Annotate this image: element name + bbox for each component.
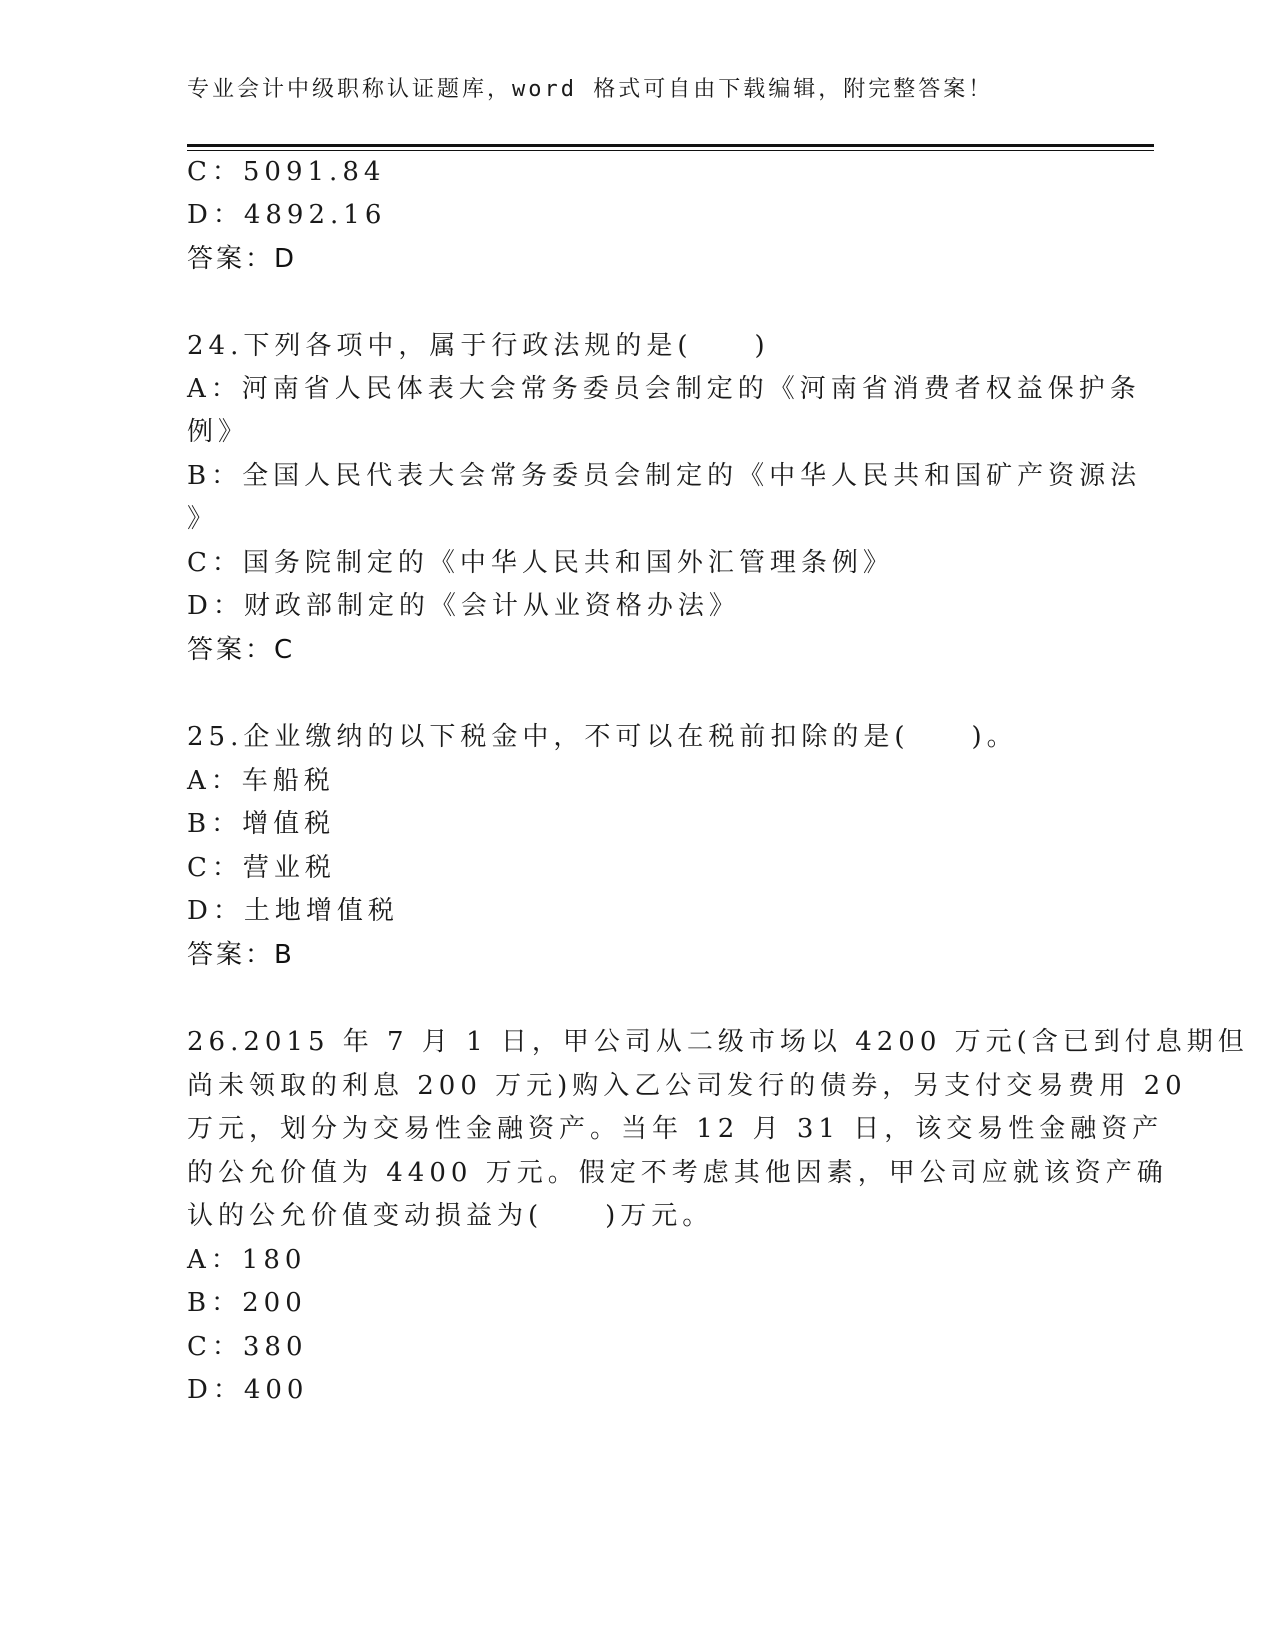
q24-option-d: D：财政部制定的《会计从业资格办法》	[187, 591, 740, 621]
q26-question-line-1: 26.2015 年 7 月 1 日，甲公司从二级市场以 4200 万元(含已到付息期但	[187, 1027, 1249, 1057]
q26-question-line-3: 万元，划分为交易性金融资产。当年 12 月 31 日，该交易性金融资产	[187, 1114, 1164, 1144]
q25-answer: 答案：B	[187, 940, 295, 970]
q24-option-b: B：全国人民代表大会常务委员会制定的《中华人民共和国矿产资源法	[187, 461, 1142, 491]
q23-option-d: D：4892.16	[187, 200, 387, 230]
q26-question-line-2: 尚未领取的利息 200 万元)购入乙公司发行的债券，另支付交易费用 20	[187, 1071, 1187, 1101]
q26-option-b: B：200	[187, 1288, 307, 1318]
q25-option-a: A：车船税	[187, 766, 335, 796]
q24-question: 24.下列各项中，属于行政法规的是( )	[187, 331, 770, 361]
page-header: 专业会计中级职称认证题库，word 格式可自由下载编辑，附完整答案！	[187, 77, 994, 102]
q25-question: 25.企业缴纳的以下税金中，不可以在税前扣除的是( )。	[187, 722, 1018, 752]
q26-option-a: A：180	[187, 1245, 307, 1275]
q25-option-b: B：增值税	[187, 809, 336, 839]
q26-option-c: C：380	[187, 1332, 308, 1362]
q24-option-a-cont: 例》	[187, 417, 250, 447]
q23-option-c: C：5091.84	[187, 157, 386, 187]
header-rule-thick	[187, 144, 1154, 147]
q26-option-d: D：400	[187, 1375, 309, 1405]
q24-option-b-cont: 》	[187, 504, 219, 534]
q24-option-c: C：国务院制定的《中华人民共和国外汇管理条例》	[187, 548, 894, 578]
q23-answer: 答案：D	[187, 244, 298, 274]
q25-option-d: D：土地增值税	[187, 896, 399, 926]
q25-option-c: C：营业税	[187, 853, 336, 883]
q24-option-a: A：河南省人民体表大会常务委员会制定的《河南省消费者权益保护条	[187, 374, 1141, 404]
q26-question-line-5: 认的公允价值变动损益为( )万元。	[187, 1201, 714, 1231]
q26-question-line-4: 的公允价值为 4400 万元。假定不考虑其他因素，甲公司应就该资产确	[187, 1158, 1168, 1188]
header-rule-thin	[187, 150, 1154, 151]
q24-answer: 答案：C	[187, 635, 296, 665]
